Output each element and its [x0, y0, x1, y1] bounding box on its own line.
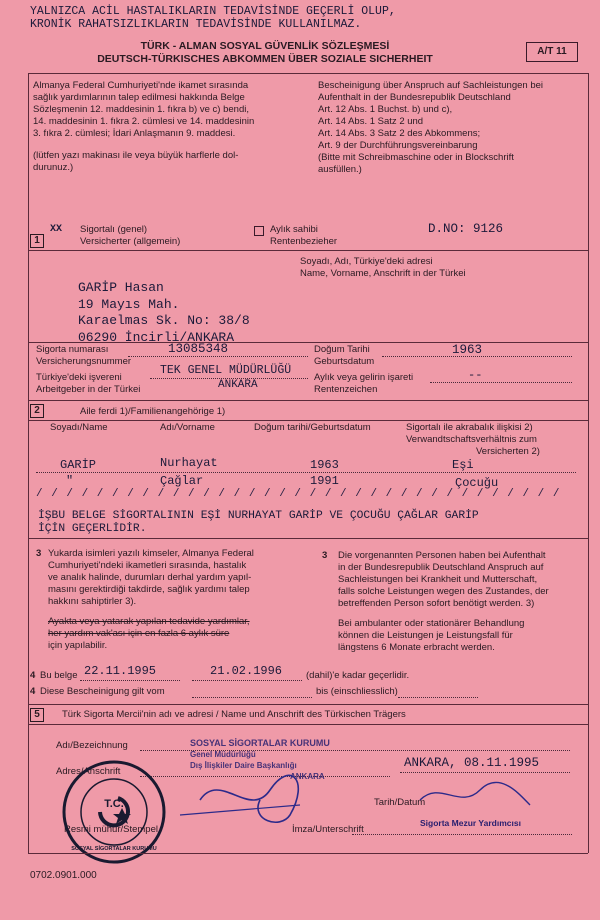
section3-tr [48, 548, 310, 652]
form-code-footer: 0702.0901.000 [30, 870, 97, 881]
insurer-address-label: Adres/Anschrift [56, 766, 121, 777]
label-tr: Türkiye'deki işvereni [36, 372, 122, 383]
pension-label-de: Rentenbezieher [270, 236, 338, 247]
signature-label: İmza/Unterschrift [292, 824, 364, 835]
validity-to: 21.02.1996 [210, 664, 283, 678]
place-date: ANKARA, 08.11.1995 [404, 756, 540, 770]
row2-dob: 1991 [310, 474, 339, 488]
validity-de-from: Diese Bescheinigung gilt vom [40, 686, 165, 697]
section3-tr2-line: Ayakta veya yatarak yapılan tedavide yardımlar, [48, 616, 250, 627]
insurer-stamp-line: SOSYAL SİGORTALAR KURUMU [190, 738, 330, 748]
family-note [38, 510, 583, 536]
col-name: Adı/Vorname [160, 422, 215, 433]
intro-tr-line: Sözleşmenin 12. maddesinin 1. fıkra b) ve c) bendi, [33, 104, 249, 115]
insurer-stamp-line: Dış İlişkiler Daire Başkanlığı [190, 761, 297, 770]
section-number: 2 [30, 404, 44, 418]
pension-marker-label [314, 372, 413, 396]
intro-tr-line: 3. fıkra 2. cümlesi; İdari Anlaşmanın 9. maddesi. [33, 128, 236, 139]
family-note-line: İÇİN GEÇERLİDİR. [38, 523, 147, 535]
date-label: Tarih/Datum [374, 797, 426, 808]
row1-surname: GARİP [60, 458, 97, 472]
section3-tr2-line: her yardım vak'ası için en fazla 6 aylık süre [48, 628, 230, 639]
intro-de [318, 80, 586, 176]
insured-checkbox: XX [50, 224, 63, 235]
signer-stamp: Sigorta Mezur Yardımcısı [420, 818, 521, 828]
row1-name: Nurhayat [160, 456, 218, 470]
form-title-de: DEUTSCH-TÜRKISCHES ABKOMMEN ÜBER SOZIALE SICHERHEIT [97, 53, 433, 65]
validity-suffix: (dahil)'e kadar geçerlidir. [306, 670, 410, 681]
validity-from: 22.11.1995 [84, 664, 157, 678]
insured-label [80, 224, 180, 248]
employer-name: TEK GENEL MÜDÜRLÜĞÜ [160, 364, 292, 377]
label-tr: Doğum Tarihi [314, 344, 370, 355]
official-seal [60, 758, 168, 866]
section3-de [338, 550, 586, 654]
address-line: GARİP Hasan [78, 280, 164, 295]
intro-de-line: Art. 12 Abs. 1 Buchst. b) und c), [318, 104, 453, 115]
form-title [80, 40, 450, 66]
intro-tr-line: sağlık yardımlarının talep edilmesi hakkında Belge [33, 92, 245, 103]
pension-label [270, 224, 337, 248]
section-number: 4 [30, 670, 36, 681]
label-tr: Sigorta numarası [36, 344, 109, 355]
col-relation [406, 422, 584, 458]
row2-surname: " [66, 474, 74, 488]
typed-warning-line2: KRONİK RAHATSIZLIKLARIN TEDAVİSİNDE KULLANILMAZ. [30, 18, 362, 31]
section3-tr-line: Yukarda isimleri yazılı kimseler, Almanya Federal [48, 548, 254, 559]
insurance-number-label [36, 344, 131, 368]
pension-checkbox [254, 226, 264, 236]
label-de: Geburtsdatum [314, 356, 375, 367]
section3-de-line: Die vorgenannten Personen haben bei Aufenthalt [338, 550, 546, 561]
section-number: 5 [30, 708, 44, 722]
seal-ring-text: SOSYAL SİGORTALAR KURUMU [71, 846, 157, 852]
address-line: 06290 İncirli/ANKARA [78, 329, 235, 345]
signature-scribbles [160, 760, 600, 850]
dob-value: 1963 [452, 343, 483, 357]
intro-tr-line: Almanya Federal Cumhuriyeti'nde ikamet sırasında [33, 80, 249, 91]
intro-tr [33, 80, 303, 174]
address-line: Karaelmas Sk. No: 38/8 [78, 313, 250, 328]
col-dob: Doğum tarihi/Geburtsdatum [254, 422, 371, 433]
col-relation-line: Verwandtschaftsverhältnis zum [406, 434, 537, 445]
slash-fill: / / / / / / / / / / / / / / / / / / / / / / / / / / / / / / / / / / / [36, 488, 561, 500]
section3-de-line: betreffenden Person sofort benötigt werden. 3) [338, 598, 535, 609]
insured-address [78, 280, 250, 346]
intro-note-de: (Bitte mit Schreibmaschine oder in Blockschrift [318, 152, 514, 163]
label-de: Rentenzeichen [314, 384, 378, 395]
seal-center-text: T.C. [104, 798, 124, 810]
intro-note-de: ausfüllen.) [318, 164, 362, 175]
insurer-name-label: Adı/Bezeichnung [56, 740, 128, 751]
section-number: 4 [30, 686, 36, 697]
label-de: Versicherungsnummer [36, 356, 132, 367]
section-number: 3 [36, 548, 42, 559]
typed-warning-line1: YALNIZCA ACİL HASTALIKLARIN TEDAVİSİNDE GEÇERLİ OLUP, [30, 5, 396, 18]
section3-de-line: Sachleistungen bei Krankheit und Mutterschaft, [338, 574, 538, 585]
insurer-stamp-line: Genel Müdürlüğü [190, 750, 256, 759]
section3-tr-line: ve analık halinde, durumları derhal yardım yapıl- [48, 572, 252, 583]
validity-de-to: bis (einschliesslich) [316, 686, 398, 697]
label-de: Arbeitgeber in der Türkei [36, 384, 141, 395]
insured-label-tr: Sigortalı (genel) [80, 224, 148, 235]
section3-tr2-line: için yapılabilir. [48, 640, 108, 651]
employer-label [36, 372, 140, 396]
address-line: 19 Mayıs Mah. [78, 296, 180, 312]
document-number: D.NO: 9126 [428, 222, 504, 236]
section3-tr-line: hakkını sahiptirler 3). [48, 596, 137, 607]
label-tr: Aylık veya gelirin işareti [314, 372, 414, 383]
section3-de2-line: Bei ambulanter oder stationärer Behandlung [338, 618, 525, 629]
col-relation-line: Sigortalı ile akrabalık ilişkisi 2) [406, 422, 533, 433]
intro-note-tr: (lütfen yazı makinası ile veya büyük harflerle dol- [33, 150, 239, 161]
intro-de-line: Bescheinigung über Anspruch auf Sachleistungen bei [318, 80, 543, 91]
intro-note-tr: durunuz.) [33, 162, 74, 173]
employer-city: ANKARA [218, 379, 258, 391]
form-code-box: A/T 11 [526, 42, 578, 62]
seal-label: Resmi mühür/Stempel [64, 824, 158, 835]
col-relation-line: Versicherten 2) [476, 446, 540, 457]
row2-relation: Çocuğu [455, 476, 499, 490]
pension-marker: -- [468, 368, 483, 382]
form-title-tr: TÜRK - ALMAN SOSYAL GÜVENLİK SÖZLEŞMESİ [140, 40, 390, 52]
dob-label [314, 344, 374, 368]
section3-de-line: falls solche Leistungen wegen des Zustandes, der [338, 586, 549, 597]
insurance-number: 13085348 [168, 342, 229, 356]
section3-tr-line: Cumhuriyeti'ndeki ikametleri sırasında, hastalık [48, 560, 247, 571]
insurer-heading: Türk Sigorta Mercii'nin adı ve adresi / Name und Anschrift des Türkischen Trägers [62, 709, 406, 720]
section-number: 1 [30, 234, 44, 248]
intro-de-line: Aufenthalt in der Bundesrepublik Deutschland [318, 92, 511, 103]
section3-de2-line: können die Leistungen je Leistungsfall für [338, 630, 513, 641]
row1-relation: Eşi [452, 458, 474, 472]
validity-from-label: Bu belge [40, 670, 78, 681]
intro-de-line: Art. 9 der Durchführungsvereinbarung [318, 140, 478, 151]
section-number: 3 [322, 550, 328, 561]
intro-de-line: Art. 14 Abs. 3 Satz 2 des Abkommens; [318, 128, 481, 139]
family-note-line: İŞBU BELGE SİGORTALININ EŞİ NURHAYAT GARİP VE ÇOCUĞU ÇAĞLAR GARİP [38, 510, 479, 522]
intro-tr-line: 14. maddesinin 1. fıkra 2. cümlesi ve 14. maddesinin [33, 116, 255, 127]
row2-name: Çağlar [160, 474, 204, 488]
row1-dob: 1963 [310, 458, 339, 472]
address-label-de: Name, Vorname, Anschrift in der Türkei [300, 268, 466, 279]
address-label-tr: Soyadı, Adı, Türkiye'deki adresi [300, 256, 433, 267]
intro-de-line: Art. 14 Abs. 1 Satz 2 und [318, 116, 424, 127]
section3-tr-line: masını gerektirdiği takdirde, sağlık yardımı talep [48, 584, 250, 595]
insured-label-de: Versicherter (allgemein) [80, 236, 181, 247]
col-surname: Soyadı/Name [50, 422, 108, 433]
address-label [300, 256, 466, 280]
section3-de2-line: längstens 6 Monate erbracht werden. [338, 642, 495, 653]
typed-warning [30, 5, 470, 31]
pension-label-tr: Aylık sahibi [270, 224, 318, 235]
family-heading: Aile ferdi 1)/Familienangehörige 1) [80, 406, 226, 417]
insurer-stamp-line: ANKARA [290, 772, 325, 781]
section3-de-line: in der Bundesrepublik Deutschland Anspruch auf [338, 562, 544, 573]
